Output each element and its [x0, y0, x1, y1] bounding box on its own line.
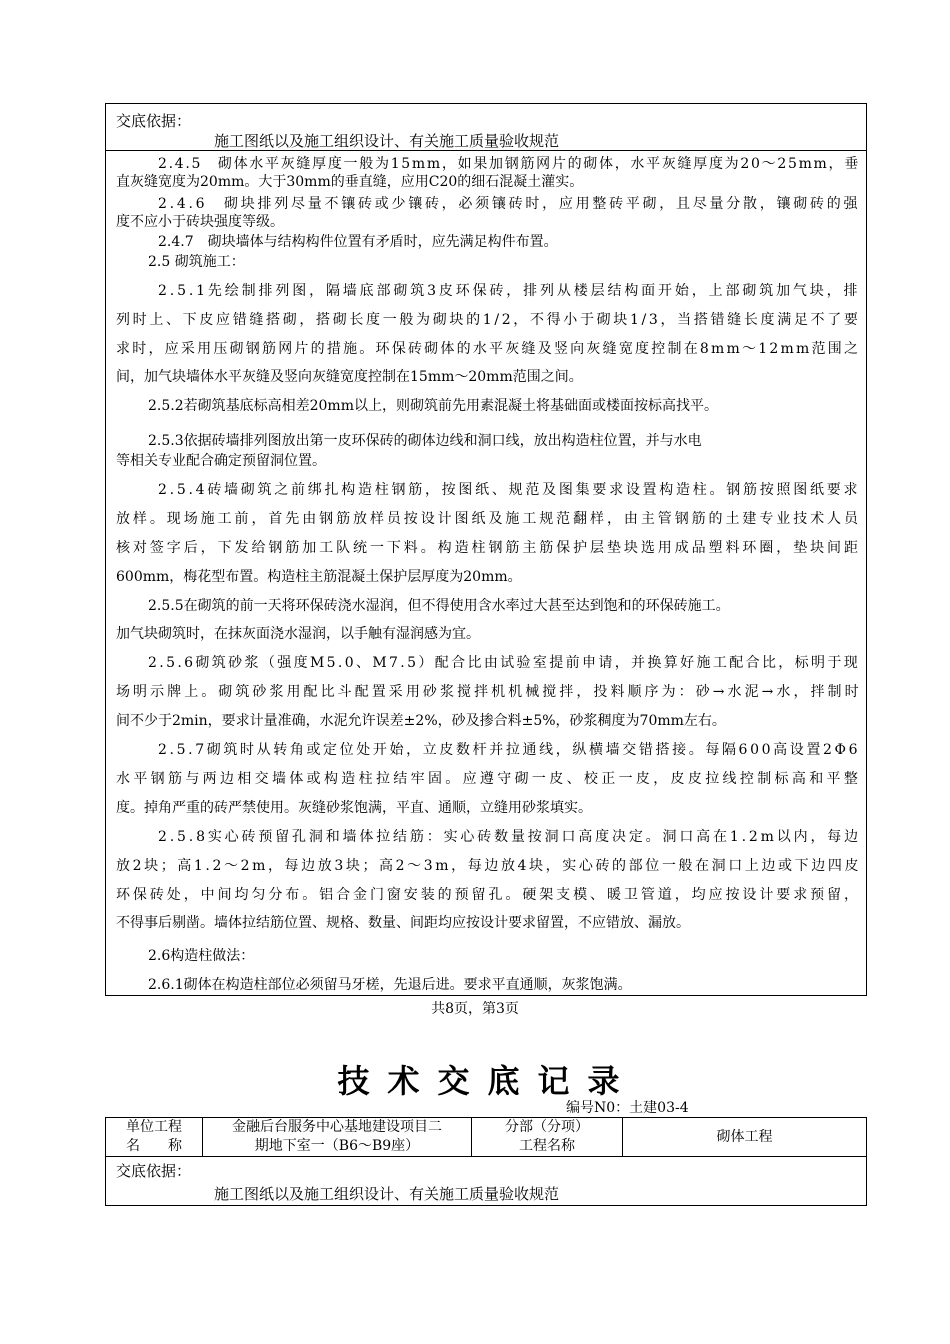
body-line: 不得事后剔凿。墙体拉结筋位置、规格、数量、间距均应按设计要求留置，不应错放、漏放。	[116, 915, 690, 931]
body-line: 2.5 砌筑施工：	[148, 254, 245, 270]
body-line: 核对签字后，下发给钢筋加工队统一下料。构造柱钢筋主筋保护层垫块选用成品塑料环圈，垫块间距	[116, 540, 861, 556]
body-line: 列时上、下皮应错缝搭砌，搭砌长度一般为砌块的1/2，不得小于砌块1/3，当搭错缝长度满足不了要	[116, 312, 861, 328]
info-row	[106, 1118, 867, 1157]
unit-value-cell	[203, 1118, 472, 1157]
unit-label-2: 名 称	[126, 1138, 182, 1154]
body-line: 放样。现场施工前，首先由钢筋放样员按设计图纸及施工规范翻样，由主管钢筋的土建专业技术人员	[116, 511, 861, 527]
body-line: 2.5.8实心砖预留孔洞和墙体拉结筋：实心砖数量按洞口高度决定。洞口高在1.2m以内，每边	[158, 829, 861, 845]
body-line: 2.5.3依据砖墙排列图放出第一皮环保砖的砌体边线和洞口线，放出构造柱位置，并与水电	[148, 433, 702, 449]
sub-value: 砌体工程	[716, 1128, 773, 1145]
body-line: 放2块；高1.2～2m，每边放3块；高2～3m，每边放4块，实心砖的部位一般在洞口上边或下边四皮	[116, 858, 862, 874]
sub-label-1: 分部（分项）	[505, 1119, 589, 1135]
basis-label: 交底依据：	[116, 112, 192, 130]
body-line: 2.5.5在砌筑的前一天将环保砖浇水湿润，但不得使用含水率过大甚至达到饱和的环保砖施工。	[148, 598, 730, 614]
body-line: 2.5.4砖墙砌筑之前绑扎构造柱钢筋，按图纸、规范及图集要求设置构造柱。钢筋按照图纸要求	[158, 482, 861, 498]
body-line: 水平钢筋与两边相交墙体或构造柱拉结牢固。应遵守砌一皮、校正一皮，皮皮拉线控制标高和平整	[116, 771, 862, 787]
body-line: 间，加气块墙体水平灰缝及竖向灰缝宽度控制在15mm～20mm范围之间。	[116, 369, 583, 385]
body-line: 2.6构造柱做法：	[148, 948, 255, 964]
page-content-box	[105, 103, 867, 996]
body-line: 2.6.1砌体在构造柱部位必须留马牙槎，先退后进。要求平直通顺，灰浆饱满。	[148, 977, 632, 993]
unit-value-2: 期地下室一（B6～B9座）	[254, 1138, 420, 1154]
unit-value-1: 金融后台服务中心基地建设项目二	[232, 1119, 442, 1135]
body-line: 2.5.6砌筑砂浆（强度M5.0、M7.5）配合比由试验室提前申请，并换算好施工配合比，标明于现	[148, 655, 861, 671]
body-line: 度。掉角严重的砖严禁使用。灰缝砂浆饱满，平直、通顺，立缝用砂浆填实。	[116, 800, 592, 816]
info-table	[105, 1117, 867, 1157]
basis-header	[106, 104, 866, 151]
body-line: 2.5.7砌筑时从转角或定位处开始，立皮数杆并拉通线，纵横墙交错搭接。每隔600高设置2Φ6	[158, 742, 861, 758]
body-line: 度不应小于砖块强度等级。	[116, 214, 284, 230]
body-line: 求时，应采用压砌钢筋网片的措施。环保砖砌体的水平灰缝及竖向灰缝宽度控制在8mm～12mm范围之	[116, 341, 861, 357]
sub-label-cell	[472, 1118, 623, 1157]
body-line: 等相关专业配合确定预留洞位置。	[116, 453, 326, 469]
basis-text-2: 施工图纸以及施工组织设计、有关施工质量验收规范	[214, 1185, 560, 1203]
unit-label-1: 单位工程	[126, 1119, 182, 1135]
body-line: 2.4.6 砌块排列尽量不镶砖或少镶砖，必须镶砖时，应用整砖平砌，且尽量分散，镶砌砖的强	[158, 196, 861, 212]
unit-label-cell	[106, 1118, 203, 1157]
doc-code: 编号N0：土建03-4	[566, 1100, 689, 1116]
body-line: 直灰缝宽度为20mm。大于30mm的垂直缝，应用C20的细石混凝土灌实。	[116, 174, 584, 190]
body-line: 加气块砌筑时，在抹灰面浇水湿润，以手触有湿润感为宜。	[116, 626, 480, 642]
basis-text: 施工图纸以及施工组织设计、有关施工质量验收规范	[214, 132, 560, 150]
sub-value-cell	[623, 1118, 867, 1157]
body-line: 间不少于2min，要求计量准确，水泥允许误差±2%，砂及掺合料±5%，砂浆稠度为70mm左右。	[116, 713, 726, 729]
body-line: 场明示牌上。砌筑砂浆用配比斗配置采用砂浆搅拌机机械搅拌，投料顺序为：砂→水泥→水，拌制时	[116, 684, 862, 700]
body-line: 2.5.1先绘制排列图，隔墙底部砌筑3皮环保砖，排列从楼层结构面开始，上部砌筑加气块，排	[158, 283, 861, 299]
basis-label-2: 交底依据：	[116, 1162, 192, 1180]
basis-box-2	[105, 1156, 867, 1206]
body-line: 2.5.2若砌筑基底标高相差20mm以上，则砌筑前先用素混凝土将基础面或楼面按标高找平。	[148, 398, 718, 414]
page-footer: 共8页，第3页	[431, 1001, 519, 1017]
body-line: 2.4.7 砌块墙体与结构构件位置有矛盾时，应先满足构件布置。	[158, 234, 558, 250]
doc-title: 技术交底记录	[337, 1062, 638, 1100]
body-line: 环保砖处，中间均匀分布。铝合金门窗安装的预留孔。硬架支模、暖卫管道，均应按设计要求预留，	[116, 887, 861, 903]
body-line: 2.4.5 砌体水平灰缝厚度一般为15mm，如果加钢筋网片的砌体，水平灰缝厚度为20～25mm，垂	[158, 156, 860, 172]
body-line: 600mm，梅花型布置。构造柱主筋混凝土保护层厚度为20mm。	[116, 569, 522, 585]
sub-label-2: 工程名称	[519, 1138, 575, 1154]
